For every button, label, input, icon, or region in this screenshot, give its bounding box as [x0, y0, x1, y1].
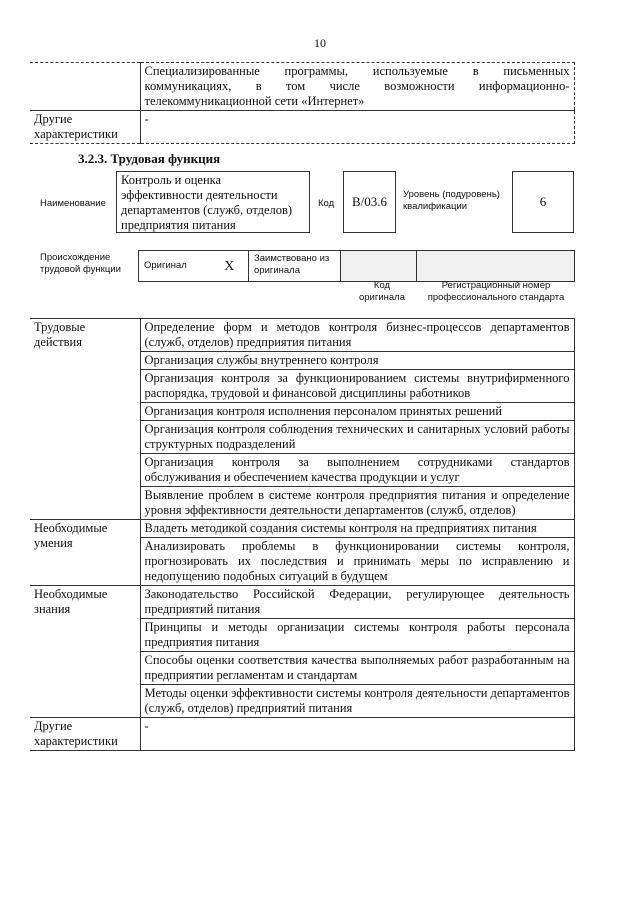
borrowed-cell: Заимствовано из оригинала	[249, 251, 341, 282]
previous-function-fragment	[30, 62, 575, 144]
knowledge-item: Законодательство Российской Федерации, регулирующее деятельность предприятий питания	[140, 586, 574, 619]
level-label: Уровень (подуровень) квалификации	[403, 189, 500, 212]
other-characteristics-value: -	[140, 718, 574, 751]
labor-action: Организация контроля соблюдения технических и санитарных условий работы структурных подразделений	[140, 421, 574, 454]
continued-text: Специализированные программы, используемые в письменных коммуникациях, в том числе возможности информационно-телекоммуникационной сети «Интернет»	[140, 63, 574, 111]
origin-label: Происхождение трудовой функции	[40, 252, 121, 275]
knowledge-item: Способы оценки соответствия качества выполняемых работ разработанным на предприятии регламентам и стандартам	[140, 652, 574, 685]
origin-table	[138, 250, 575, 282]
function-name: Контроль и оценка эффективности деятельности департаментов (служб, отделов) предприятия питания	[116, 171, 310, 233]
knowledge-label: Необходимые знания	[30, 586, 140, 718]
function-code: В/03.6	[343, 171, 396, 233]
name-label: Наименование	[40, 198, 106, 209]
section-title: 3.2.3. Трудовая функция	[78, 151, 221, 166]
labor-action: Выявление проблем в системе контроля предприятия питания и определение уровня эффективности деятельности департаментов (служб, отделов)	[140, 487, 574, 520]
code-caption: Код оригинала	[358, 280, 405, 303]
original-code-cell	[341, 251, 417, 282]
registration-caption: Регистрационный номер профессионального стандарта	[427, 280, 565, 303]
skill: Владеть методикой создания системы контроля на предприятиях питания	[140, 520, 574, 538]
labor-action: Определение форм и методов контроля бизнес-процессов департаментов (служб, отделов) предприятия питания	[140, 319, 574, 352]
labor-action: Организация контроля за функционированием системы внутрифирменного распорядка, трудовой и финансовой дисциплины работников	[140, 370, 574, 403]
registration-number-cell	[417, 251, 575, 282]
labor-action: Организация службы внутреннего контроля	[140, 352, 574, 370]
original-mark: X	[211, 251, 249, 282]
original-cell: Оригинал	[139, 251, 211, 282]
labor-actions-label: Трудовые действия	[30, 319, 140, 520]
knowledge-item: Принципы и методы организации системы контроля работы персонала предприятия питания	[140, 619, 574, 652]
other-characteristics-label: Другие характеристики	[30, 718, 140, 751]
other-characteristics-label: Другие характеристики	[30, 111, 140, 144]
labor-action: Организация контроля за выполнением сотрудниками стандартов обслуживания и обеспечением качества продукции и услуг	[140, 454, 574, 487]
function-details-table	[30, 318, 575, 751]
page-number: 10	[314, 36, 326, 50]
qualification-level: 6	[512, 171, 574, 233]
skill: Анализировать проблемы в функционировании системы контроля, прогнозировать их последствия и принимать меры по исправлению и недопущению подобных ситуаций в будущем	[140, 538, 574, 586]
labor-action: Организация контроля исполнения персоналом принятых решений	[140, 403, 574, 421]
other-characteristics-value: -	[140, 111, 574, 144]
knowledge-item: Методы оценки эффективности системы контроля деятельности департаментов (служб, отделов) предприятий питания	[140, 685, 574, 718]
code-label: Код	[318, 198, 335, 209]
skills-label: Необходимые умения	[30, 520, 140, 586]
